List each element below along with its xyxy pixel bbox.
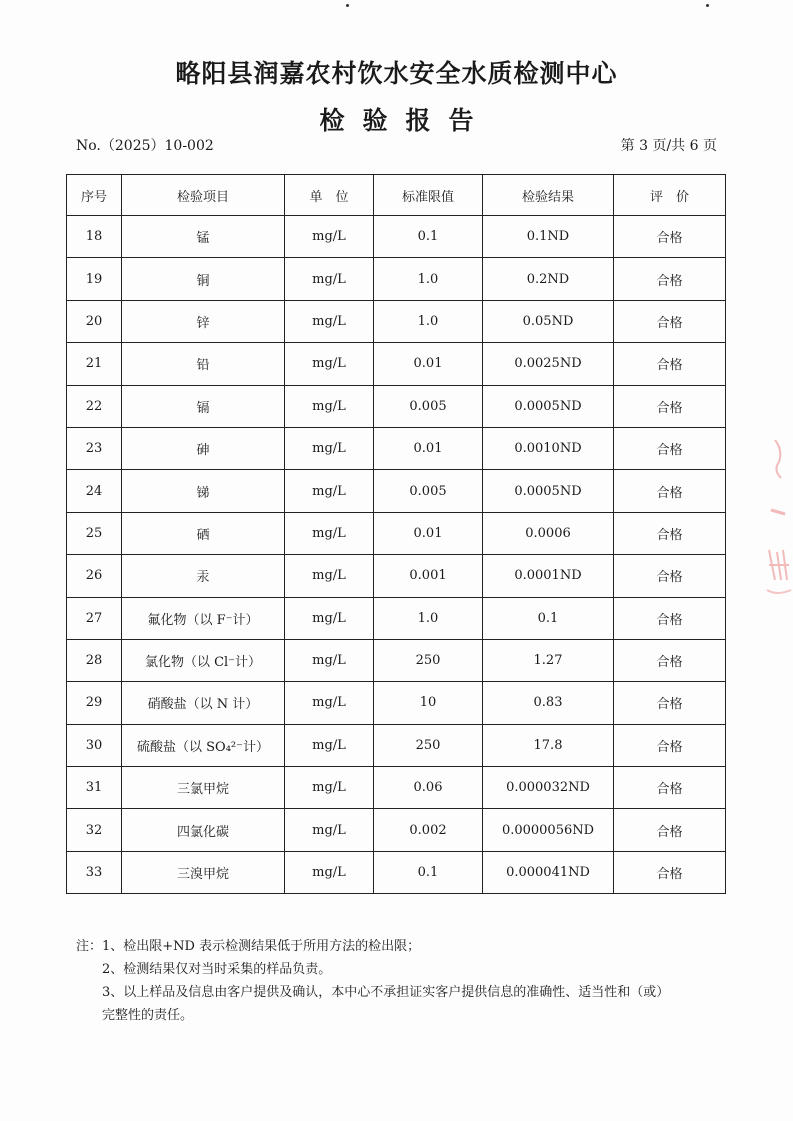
column-header: 序号 bbox=[67, 175, 122, 216]
row-number-cell: 27 bbox=[67, 597, 122, 639]
row-number-cell: 26 bbox=[67, 555, 122, 597]
test-item-cell: 四氯化碳 bbox=[122, 809, 285, 851]
evaluation-cell: 合格 bbox=[614, 682, 726, 724]
table-row bbox=[67, 512, 726, 554]
test-result-cell: 0.05ND bbox=[483, 300, 614, 342]
test-result-cell: 0.0005ND bbox=[483, 470, 614, 512]
unit-cell: mg/L bbox=[285, 300, 374, 342]
row-number-cell: 33 bbox=[67, 851, 122, 893]
row-number-cell: 32 bbox=[67, 809, 122, 851]
test-item-cell: 三溴甲烷 bbox=[122, 851, 285, 893]
test-result-cell: 0.83 bbox=[483, 682, 614, 724]
evaluation-cell: 合格 bbox=[614, 597, 726, 639]
evaluation-cell: 合格 bbox=[614, 300, 726, 342]
column-header: 标准限值 bbox=[374, 175, 483, 216]
test-item-cell: 硝酸盐（以 N 计） bbox=[122, 682, 285, 724]
evaluation-cell: 合格 bbox=[614, 258, 726, 300]
results-table bbox=[66, 174, 726, 894]
evaluation-cell: 合格 bbox=[614, 851, 726, 893]
row-number-cell: 23 bbox=[67, 427, 122, 469]
standard-limit-cell: 10 bbox=[374, 682, 483, 724]
evaluation-cell: 合格 bbox=[614, 639, 726, 681]
table-row bbox=[67, 767, 726, 809]
evaluation-cell: 合格 bbox=[614, 555, 726, 597]
standard-limit-cell: 1.0 bbox=[374, 258, 483, 300]
standard-limit-cell: 0.01 bbox=[374, 512, 483, 554]
unit-cell: mg/L bbox=[285, 851, 374, 893]
test-result-cell: 0.000032ND bbox=[483, 767, 614, 809]
row-number-cell: 20 bbox=[67, 300, 122, 342]
table-row bbox=[67, 639, 726, 681]
test-result-cell: 17.8 bbox=[483, 724, 614, 766]
standard-limit-cell: 0.1 bbox=[374, 851, 483, 893]
table-row bbox=[67, 724, 726, 766]
unit-cell: mg/L bbox=[285, 512, 374, 554]
note-line: 2、检测结果仅对当时采集的样品负责。 bbox=[102, 962, 332, 977]
scan-mark-dot bbox=[706, 4, 709, 7]
notes-section bbox=[76, 935, 726, 1027]
row-number-cell: 30 bbox=[67, 724, 122, 766]
row-number-cell: 24 bbox=[67, 470, 122, 512]
row-number-cell: 19 bbox=[67, 258, 122, 300]
note-line: 注：1、检出限+ND 表示检测结果低于所用方法的检出限； bbox=[76, 939, 421, 954]
test-item-cell: 氯化物（以 Cl⁻计） bbox=[122, 639, 285, 681]
test-item-cell: 三氯甲烷 bbox=[122, 767, 285, 809]
test-result-cell: 1.27 bbox=[483, 639, 614, 681]
table-row bbox=[67, 470, 726, 512]
unit-cell: mg/L bbox=[285, 385, 374, 427]
unit-cell: mg/L bbox=[285, 597, 374, 639]
unit-cell: mg/L bbox=[285, 724, 374, 766]
test-result-cell: 0.0000056ND bbox=[483, 809, 614, 851]
standard-limit-cell: 0.005 bbox=[374, 470, 483, 512]
standard-limit-cell: 0.005 bbox=[374, 385, 483, 427]
test-result-cell: 0.1ND bbox=[483, 216, 614, 258]
test-result-cell: 0.000041ND bbox=[483, 851, 614, 893]
table-row bbox=[67, 851, 726, 893]
unit-cell: mg/L bbox=[285, 682, 374, 724]
table-row bbox=[67, 343, 726, 385]
evaluation-cell: 合格 bbox=[614, 512, 726, 554]
evaluation-cell: 合格 bbox=[614, 427, 726, 469]
column-header: 检验结果 bbox=[483, 175, 614, 216]
seal-stamp-fragment bbox=[763, 440, 793, 640]
evaluation-cell: 合格 bbox=[614, 470, 726, 512]
unit-cell: mg/L bbox=[285, 809, 374, 851]
standard-limit-cell: 0.002 bbox=[374, 809, 483, 851]
row-number-cell: 25 bbox=[67, 512, 122, 554]
row-number-cell: 31 bbox=[67, 767, 122, 809]
evaluation-cell: 合格 bbox=[614, 216, 726, 258]
unit-cell: mg/L bbox=[285, 343, 374, 385]
standard-limit-cell: 0.06 bbox=[374, 767, 483, 809]
evaluation-cell: 合格 bbox=[614, 343, 726, 385]
table-row bbox=[67, 682, 726, 724]
standard-limit-cell: 1.0 bbox=[374, 597, 483, 639]
report-number: No.（2025）10-002 bbox=[76, 138, 214, 154]
evaluation-cell: 合格 bbox=[614, 385, 726, 427]
test-item-cell: 锌 bbox=[122, 300, 285, 342]
standard-limit-cell: 0.001 bbox=[374, 555, 483, 597]
note-line: 完整性的责任。 bbox=[102, 1008, 194, 1023]
table-header-row bbox=[67, 175, 726, 216]
page-info: 第 3 页/共 6 页 bbox=[620, 138, 717, 154]
evaluation-cell: 合格 bbox=[614, 767, 726, 809]
table-row bbox=[67, 809, 726, 851]
column-header: 评 价 bbox=[614, 175, 726, 216]
standard-limit-cell: 250 bbox=[374, 724, 483, 766]
test-result-cell: 0.0010ND bbox=[483, 427, 614, 469]
standard-limit-cell: 250 bbox=[374, 639, 483, 681]
test-item-cell: 锰 bbox=[122, 216, 285, 258]
evaluation-cell: 合格 bbox=[614, 724, 726, 766]
unit-cell: mg/L bbox=[285, 258, 374, 300]
test-item-cell: 砷 bbox=[122, 427, 285, 469]
test-result-cell: 0.0001ND bbox=[483, 555, 614, 597]
test-result-cell: 0.0006 bbox=[483, 512, 614, 554]
unit-cell: mg/L bbox=[285, 555, 374, 597]
standard-limit-cell: 0.1 bbox=[374, 216, 483, 258]
test-result-cell: 0.2ND bbox=[483, 258, 614, 300]
test-result-cell: 0.0005ND bbox=[483, 385, 614, 427]
table-row bbox=[67, 216, 726, 258]
table-row bbox=[67, 555, 726, 597]
test-item-cell: 锑 bbox=[122, 470, 285, 512]
column-header: 单 位 bbox=[285, 175, 374, 216]
evaluation-cell: 合格 bbox=[614, 809, 726, 851]
unit-cell: mg/L bbox=[285, 427, 374, 469]
test-item-cell: 硫酸盐（以 SO₄²⁻计） bbox=[122, 724, 285, 766]
standard-limit-cell: 0.01 bbox=[374, 343, 483, 385]
unit-cell: mg/L bbox=[285, 216, 374, 258]
column-header: 检验项目 bbox=[122, 175, 285, 216]
test-item-cell: 汞 bbox=[122, 555, 285, 597]
row-number-cell: 29 bbox=[67, 682, 122, 724]
table-row bbox=[67, 597, 726, 639]
table-row bbox=[67, 258, 726, 300]
row-number-cell: 22 bbox=[67, 385, 122, 427]
table-row bbox=[67, 427, 726, 469]
test-item-cell: 氟化物（以 F⁻计） bbox=[122, 597, 285, 639]
scan-mark-dot bbox=[346, 4, 349, 7]
test-item-cell: 铅 bbox=[122, 343, 285, 385]
org-title: 略阳县润嘉农村饮水安全水质检测中心 bbox=[175, 59, 618, 88]
table-row bbox=[67, 385, 726, 427]
test-result-cell: 0.1 bbox=[483, 597, 614, 639]
test-item-cell: 铜 bbox=[122, 258, 285, 300]
row-number-cell: 28 bbox=[67, 639, 122, 681]
test-item-cell: 硒 bbox=[122, 512, 285, 554]
unit-cell: mg/L bbox=[285, 767, 374, 809]
test-item-cell: 镉 bbox=[122, 385, 285, 427]
row-number-cell: 21 bbox=[67, 343, 122, 385]
note-line: 3、以上样品及信息由客户提供及确认，本中心不承担证实客户提供信息的准确性、适当性和（或） bbox=[102, 985, 670, 1000]
standard-limit-cell: 0.01 bbox=[374, 427, 483, 469]
seal-stamp-icon bbox=[763, 440, 793, 640]
standard-limit-cell: 1.0 bbox=[374, 300, 483, 342]
row-number-cell: 18 bbox=[67, 216, 122, 258]
report-title: 检验报告 bbox=[319, 106, 492, 135]
unit-cell: mg/L bbox=[285, 639, 374, 681]
unit-cell: mg/L bbox=[285, 470, 374, 512]
table-row bbox=[67, 300, 726, 342]
test-result-cell: 0.0025ND bbox=[483, 343, 614, 385]
